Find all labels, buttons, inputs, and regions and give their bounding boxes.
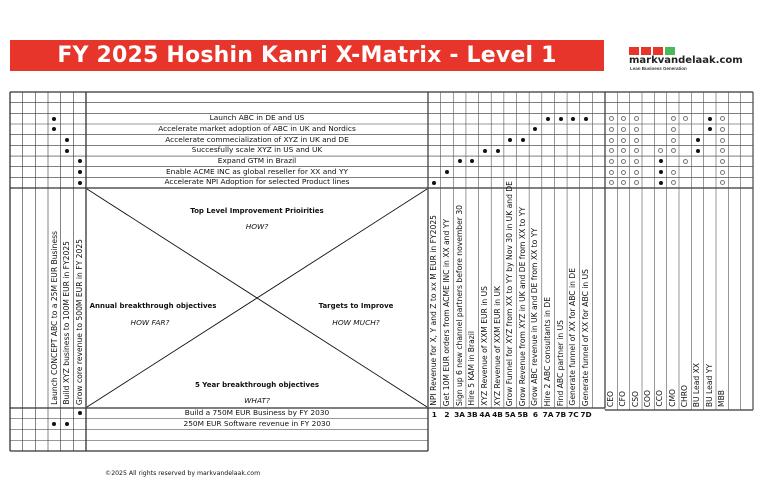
support-circle-icon bbox=[621, 138, 626, 143]
target-number: 5A bbox=[504, 410, 516, 419]
responsible-dot-icon bbox=[708, 117, 712, 121]
annual-breakthrough-column-label: Grow core revenue to 500M EUR in FY 2025 bbox=[74, 238, 84, 405]
support-circle-icon bbox=[609, 148, 614, 153]
quadrant-right-subtitle: HOW MUCH? bbox=[332, 318, 380, 327]
support-circle-icon bbox=[609, 138, 614, 143]
support-circle-icon bbox=[634, 138, 639, 143]
quadrant-top-title: Top Level Improvement Prioirities bbox=[190, 207, 324, 215]
support-circle-icon bbox=[609, 159, 614, 164]
correlation-dot-icon bbox=[470, 159, 474, 163]
support-circle-icon bbox=[609, 180, 614, 185]
resource-column-label: CFO bbox=[618, 391, 628, 407]
support-circle-icon bbox=[720, 138, 725, 143]
support-circle-icon bbox=[634, 159, 639, 164]
resource-column-label: BU Lead XX bbox=[692, 362, 702, 407]
target-column-label: Sign up 6 new channel partners before november 30 bbox=[454, 205, 464, 406]
target-number: 1 bbox=[431, 410, 437, 419]
quadrant-top-subtitle: HOW? bbox=[245, 222, 269, 231]
correlation-dot-icon bbox=[78, 181, 82, 185]
responsible-dot-icon bbox=[696, 138, 700, 142]
quadrant-left-subtitle: HOW FAR? bbox=[130, 318, 170, 327]
page-title: FY 2025 Hoshin Kanri X-Matrix - Level 1 bbox=[10, 40, 604, 71]
correlation-dot-icon bbox=[559, 117, 563, 121]
support-circle-icon bbox=[720, 148, 725, 153]
resource-column-label: COO bbox=[643, 389, 652, 407]
correlation-dot-icon bbox=[533, 127, 537, 131]
target-number: 7A bbox=[542, 410, 554, 419]
annual-breakthrough-column-label: Launch CONCEPT ABC to a 25M EUR Business bbox=[49, 231, 59, 405]
support-circle-icon bbox=[621, 170, 626, 175]
target-number: 2 bbox=[444, 410, 450, 419]
correlation-dot-icon bbox=[458, 159, 462, 163]
support-circle-icon bbox=[621, 180, 626, 185]
support-circle-icon bbox=[720, 127, 725, 132]
target-column-label: Generate funnel of XX for ABC in US bbox=[581, 268, 590, 406]
support-circle-icon bbox=[634, 180, 639, 185]
correlation-dot-icon bbox=[508, 138, 512, 142]
support-circle-icon bbox=[671, 148, 676, 153]
target-number: 3B bbox=[466, 410, 478, 419]
annual-objective-label: Succesfully scale XYZ in US and UK bbox=[191, 145, 323, 155]
correlation-dot-icon bbox=[546, 117, 550, 121]
resource-column-label: CCO bbox=[655, 390, 665, 407]
annual-breakthrough-column-label: Build XYZ business to 100M EUR in FY2025 bbox=[62, 241, 72, 405]
support-circle-icon bbox=[683, 159, 688, 164]
support-circle-icon bbox=[621, 148, 626, 153]
logo-tagline: Lean Business Generation bbox=[630, 66, 687, 71]
resource-column-label: CEO bbox=[606, 390, 615, 407]
resource-column-label: CSO bbox=[630, 390, 640, 407]
target-number: 3A bbox=[454, 410, 466, 419]
support-circle-icon bbox=[720, 180, 725, 185]
target-column-label: Get 10M EUR orders from ACME INC in XX and YY bbox=[441, 218, 451, 406]
resource-column-label: BU Lead YY bbox=[704, 363, 714, 407]
annual-objective-label: Accelerate commecialization of XYZ in UK and DE bbox=[165, 134, 349, 144]
annual-objective-label: Accelerate NPI Adoption for selected Product lines bbox=[164, 177, 350, 187]
correlation-dot-icon bbox=[52, 117, 56, 121]
correlation-dot-icon bbox=[571, 117, 575, 121]
support-circle-icon bbox=[634, 148, 639, 153]
responsible-dot-icon bbox=[659, 170, 663, 174]
target-number: 6 bbox=[532, 410, 539, 419]
target-number: 7D bbox=[580, 410, 592, 419]
target-column-label: Generate funnel of XX for ABC in DE bbox=[568, 268, 578, 406]
correlation-dot-icon bbox=[496, 149, 500, 153]
correlation-dot-icon bbox=[65, 138, 69, 142]
target-number: 7B bbox=[555, 410, 567, 419]
responsible-dot-icon bbox=[708, 127, 712, 131]
correlation-dot-icon bbox=[65, 422, 69, 426]
correlation-dot-icon bbox=[52, 127, 56, 131]
responsible-dot-icon bbox=[659, 159, 663, 163]
support-circle-icon bbox=[720, 170, 725, 175]
target-number: 5B bbox=[517, 410, 529, 419]
quadrant-left-title: Annual breakthrough objectives bbox=[89, 302, 217, 310]
quadrant-bottom-subtitle: WHAT? bbox=[244, 396, 270, 405]
quadrant-right-title: Targets to Improve bbox=[318, 302, 394, 310]
target-column-label: Find ABC partner in US bbox=[555, 319, 565, 406]
annual-objective-label: Expand GTM in Brazil bbox=[217, 156, 297, 166]
support-circle-icon bbox=[671, 138, 676, 143]
correlation-dot-icon bbox=[584, 117, 588, 121]
annual-objective-label: Accelerate market adoption of ABC in UK and Nordics bbox=[158, 124, 356, 133]
resource-column-label: MBB bbox=[717, 390, 726, 407]
correlation-dot-icon bbox=[445, 170, 449, 174]
correlation-dot-icon bbox=[483, 149, 487, 153]
support-circle-icon bbox=[720, 116, 725, 121]
support-circle-icon bbox=[609, 127, 614, 132]
responsible-dot-icon bbox=[696, 149, 700, 153]
target-column-label: Hire 2 ABC consultants in DE bbox=[543, 296, 553, 406]
five-year-objective-label: 250M EUR Software revenue in FY 2030 bbox=[183, 418, 331, 428]
support-circle-icon bbox=[658, 148, 663, 153]
correlation-dot-icon bbox=[52, 422, 56, 426]
target-column-label: XYZ Revenue of XXM EUR in UK bbox=[492, 286, 502, 406]
support-circle-icon bbox=[671, 116, 676, 121]
quadrant-bottom-title: 5 Year breakthrough objectives bbox=[194, 381, 320, 389]
target-column-label: Grow Revenue from XYZ in UK and DE from XX to YY bbox=[517, 206, 527, 406]
support-circle-icon bbox=[621, 116, 626, 121]
support-circle-icon bbox=[634, 116, 639, 121]
correlation-dot-icon bbox=[65, 149, 69, 153]
correlation-dot-icon bbox=[78, 170, 82, 174]
copyright-footer: ©2025 All rights reserved by markvandelaak.com bbox=[105, 470, 261, 477]
support-circle-icon bbox=[621, 159, 626, 164]
target-number: 7C bbox=[568, 410, 579, 419]
correlation-dot-icon bbox=[432, 181, 436, 185]
target-column-label: Hire 5 KAM in Brazil bbox=[467, 331, 477, 406]
support-circle-icon bbox=[671, 127, 676, 132]
support-circle-icon bbox=[609, 116, 614, 121]
responsible-dot-icon bbox=[659, 181, 663, 185]
support-circle-icon bbox=[621, 127, 626, 132]
target-column-label: XYZ Revenue of XXM EUR in US bbox=[479, 286, 489, 406]
resource-column-label: CHRO bbox=[680, 384, 689, 407]
target-number: 4A bbox=[479, 410, 491, 419]
target-column-label: NPI Revenue for X, Y and Z to xx M EUR in FY2025 bbox=[429, 215, 439, 406]
target-number: 4B bbox=[492, 410, 503, 419]
correlation-dot-icon bbox=[78, 159, 82, 163]
five-year-objective-label: Build a 750M EUR Business by FY 2030 bbox=[184, 407, 330, 417]
support-circle-icon bbox=[671, 180, 676, 185]
annual-objective-label: Launch ABC in DE and US bbox=[209, 113, 305, 123]
support-circle-icon bbox=[634, 127, 639, 132]
support-circle-icon bbox=[671, 170, 676, 175]
correlation-dot-icon bbox=[521, 138, 525, 142]
correlation-dot-icon bbox=[78, 411, 82, 415]
support-circle-icon bbox=[683, 116, 688, 121]
resource-column-label: CMO bbox=[667, 389, 677, 407]
target-column-label: Grow ABC revenue in UK and DE from XX to YY bbox=[530, 228, 540, 406]
logo-name: markvandelaak.com bbox=[629, 55, 743, 66]
support-circle-icon bbox=[634, 170, 639, 175]
support-circle-icon bbox=[720, 159, 725, 164]
target-column-label: Grow Funnel for XYZ from XX to YY by Nov 30 in UK and DE bbox=[505, 180, 515, 406]
annual-objective-label: Enable ACME INC as global reseller for XX and YY bbox=[166, 166, 348, 176]
support-circle-icon bbox=[609, 170, 614, 175]
